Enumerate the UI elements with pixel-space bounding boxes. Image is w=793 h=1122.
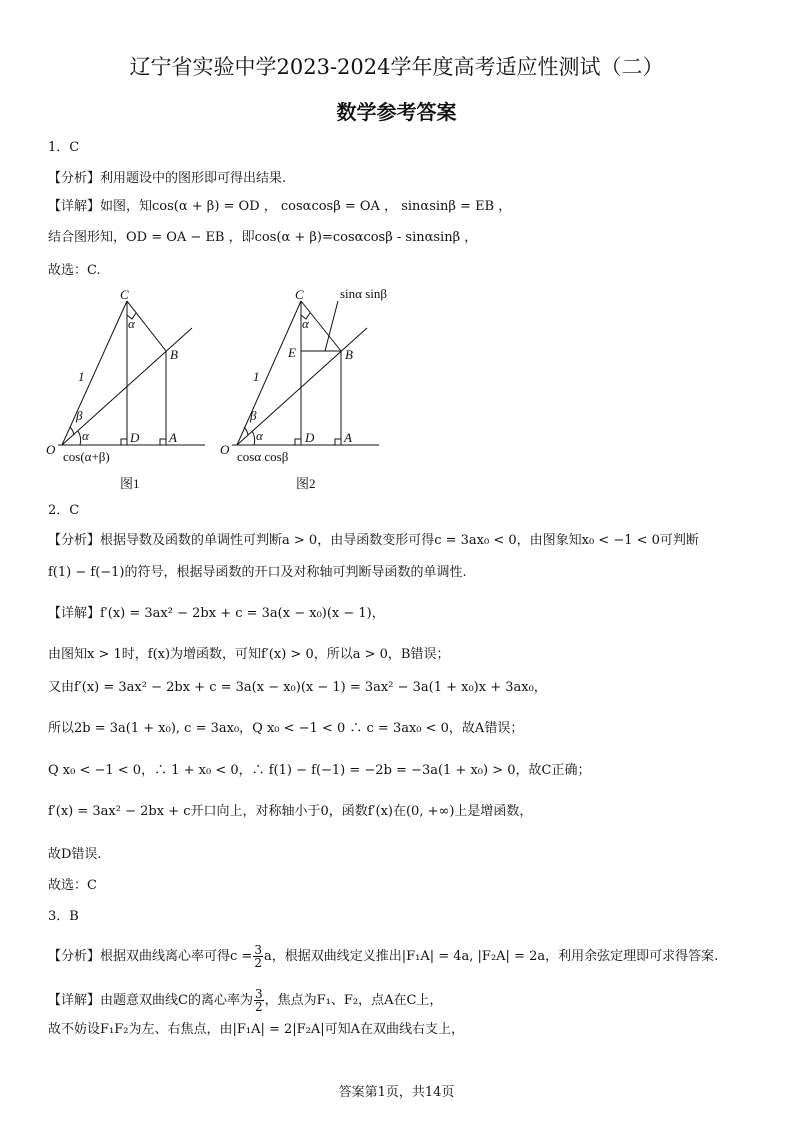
fig2-callout: sinα sinβ: [340, 286, 388, 301]
fig1-caption: 图1: [120, 476, 140, 491]
fig1-label-b: B: [170, 347, 178, 362]
q2-detail-text-1: f′(x) = 3ax² − 2bx + c = 3a(x − x₀)(x − 1)，: [100, 606, 385, 621]
q3-analysis: [48, 944, 718, 969]
q2-answer: 2．C: [48, 503, 80, 518]
fig1-label-d: D: [130, 430, 140, 445]
q1-answer: 1．C: [48, 140, 80, 155]
q3-detail: [48, 988, 442, 1013]
q2-line-6: Q x₀ < −1 < 0，∴ 1 + x₀ < 0，∴ f(1) − f(−1) = −2b = −3a(1 + x₀) > 0，故C正确；: [48, 763, 591, 778]
fig1-label-alpha-top: α: [128, 316, 135, 331]
q2-analysis-2: f(1) − f(−1)的符号，根据导函数的开口及对称轴可判断导函数的单调性.: [48, 565, 467, 580]
fig2-label-alpha: α: [256, 428, 263, 443]
fig2-label-beta: β: [250, 408, 257, 423]
q1-detail-tag: 【详解】: [48, 199, 101, 214]
q1-detail-2: 结合图形知，OD = OA − EB ，即cos(α + β)=cosαcosβ - sinαsinβ ，: [48, 230, 478, 245]
fig1-label-one: 1: [78, 369, 85, 384]
q1-choice: 故选：C.: [48, 263, 101, 278]
fig2-label-e: E: [288, 345, 296, 360]
fig1-label-c: C: [120, 287, 129, 302]
page-footer: 答案第1页，共14页: [338, 1085, 455, 1100]
fig1-label-a: A: [169, 430, 177, 445]
q2-analysis-1: [48, 533, 699, 549]
fig2-label-a: A: [344, 430, 352, 445]
q3-detail-fraction: [254, 988, 264, 1013]
q1-detail-text-1: 如图，知cos(α + β) = OD ， cosαcosβ = OA ， sinαsinβ = EB ，: [100, 199, 512, 214]
fig1-label-o: O: [46, 442, 56, 457]
q3-answer: 3．B: [48, 909, 79, 924]
fig2-label-b: B: [345, 347, 353, 362]
q1-figures: [40, 284, 420, 499]
q2-detail-tag: 【详解】: [48, 606, 101, 621]
q1-detail-1: [48, 199, 511, 215]
fig1-label-beta: β: [76, 408, 83, 423]
q3-detail-text-a: 由题意双曲线C的离心率为: [100, 993, 253, 1008]
fig2-label-one: 1: [253, 369, 260, 384]
q3-analysis-tag: 【分析】: [48, 949, 101, 964]
q2-line-5: 所以2b = 3a(1 + x₀), c = 3ax₀，Q x₀ < −1 < 0 ∴ c = 3ax₀ < 0，故A错误；: [48, 721, 524, 736]
q1-analysis: [48, 171, 286, 187]
q2-line-3: 由图知x > 1时，f(x)为增函数，可知f′(x) > 0，所以a > 0，B错误；: [48, 647, 450, 662]
page-subtitle: 数学参考答案: [336, 100, 457, 124]
page-title: 辽宁省实验中学2023-2024学年度高考适应性测试（二）: [129, 55, 664, 79]
q3-analysis-text-b: a，根据双曲线定义推出|F₁A| = 4a, |F₂A| = 2a，利用余弦定理即可求得答案.: [263, 949, 719, 964]
q3-detail-tag: 【详解】: [48, 993, 101, 1008]
q3-analysis-text-a: 根据双曲线离心率可得c =: [100, 949, 253, 964]
q2-line-4: 又由f′(x) = 3ax² − 2bx + c = 3a(x − x₀)(x − 1) = 3ax² − 3a(1 + x₀)x + 3ax₀，: [48, 680, 547, 695]
q3-line-3: 故不妨设F₁F₂为左、右焦点，由|F₁A| = 2|F₂A|可知A在双曲线右支上，: [48, 1022, 465, 1037]
q3-analysis-frac-num: 3: [254, 943, 262, 957]
q2-line-8: 故D错误.: [48, 847, 102, 862]
fig2-label-o: O: [220, 442, 230, 457]
q1-analysis-tag: 【分析】: [48, 171, 101, 186]
q1-analysis-text: 利用题设中的图形即可得出结果.: [100, 171, 287, 186]
q3-detail-frac-den: 2: [254, 1000, 263, 1014]
fig1-bottom-label: cos(α+β): [63, 449, 110, 464]
q3-detail-frac-num: 3: [254, 987, 263, 1001]
q2-line-7: f′(x) = 3ax² − 2bx + c开口向上，对称轴小于0，函数f′(x)在(0, +∞)上是增函数，: [48, 804, 533, 819]
fig2-label-d: D: [305, 430, 315, 445]
q2-analysis-tag: 【分析】: [48, 533, 101, 548]
fig1-label-alpha: α: [82, 428, 89, 443]
q3-detail-text-b: ，焦点为F₁、F₂，点A在C上，: [264, 993, 443, 1008]
fig2-label-alpha-top: α: [302, 316, 309, 331]
q3-analysis-frac-den: 2: [254, 956, 262, 970]
fig2-caption: 图2: [296, 476, 316, 491]
q2-analysis-text-1: 根据导数及函数的单调性可判断a > 0，由导函数变形可得c = 3ax₀ < 0，由图象知x₀ < −1 < 0可判断: [100, 533, 699, 548]
q2-choice: 故选：C: [48, 878, 97, 893]
q3-analysis-fraction: [253, 944, 263, 969]
fig2-label-c: C: [295, 287, 304, 302]
fig2-bottom-label: cosα cosβ: [237, 449, 289, 464]
q2-detail-1: [48, 606, 385, 622]
